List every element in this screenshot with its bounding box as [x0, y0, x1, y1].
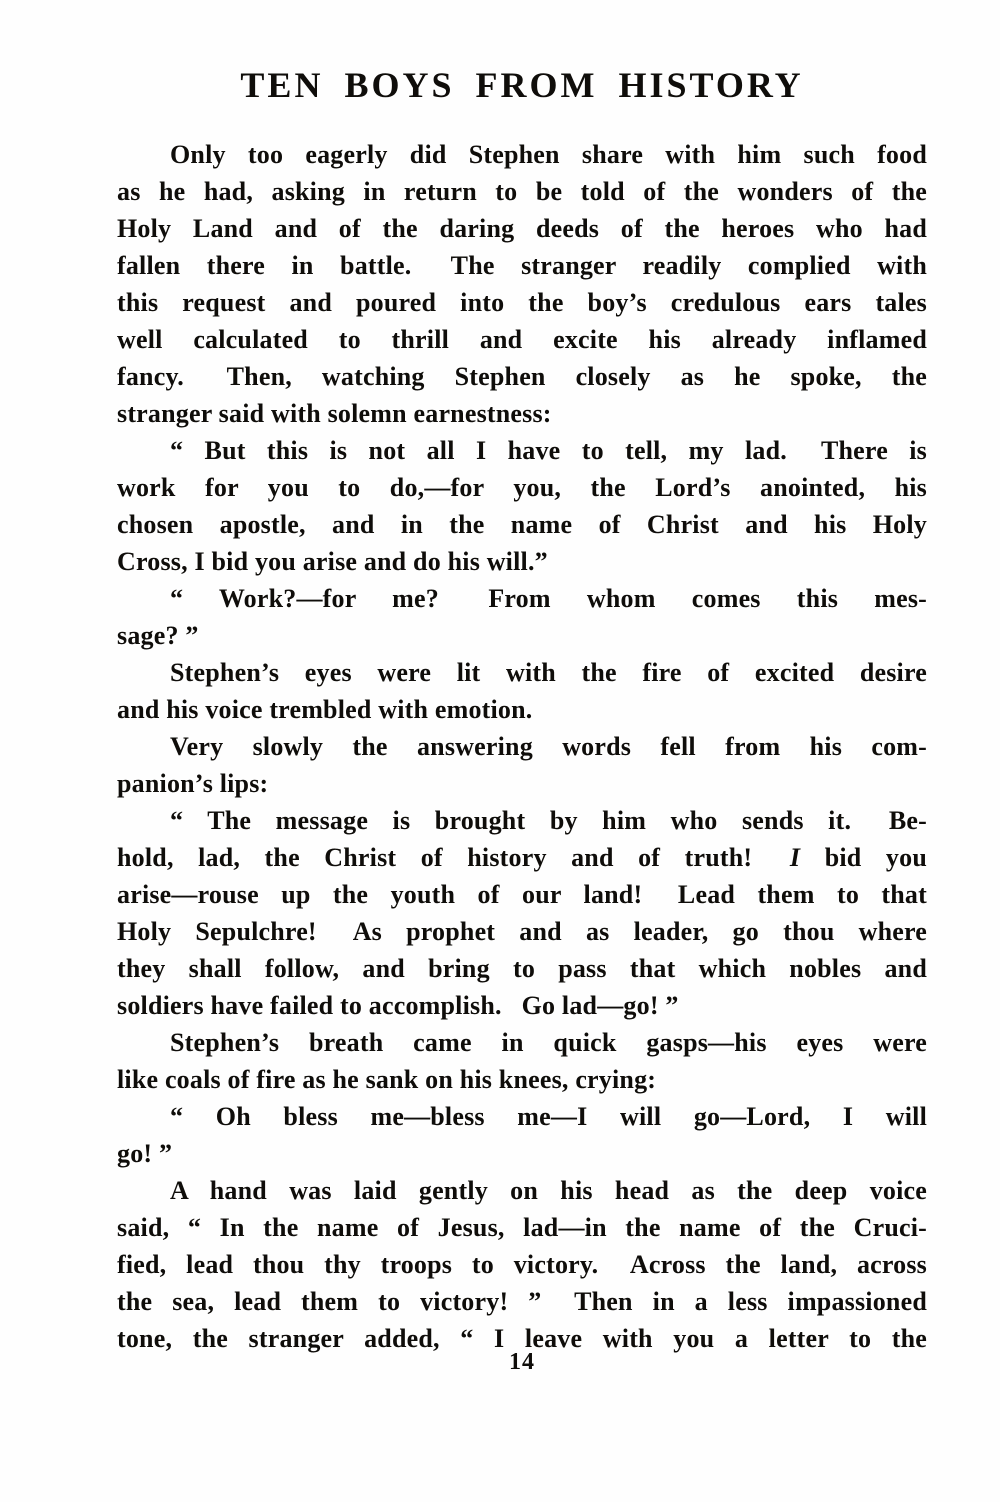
text-line: this request and poured into the boy’s credulous ears tales [117, 288, 927, 317]
paragraph [117, 728, 927, 802]
text-line: soldiers have failed to accomplish. Go lad—go! ” [117, 991, 679, 1020]
page-body [117, 136, 927, 1357]
text-line: “ The message is brought by him who sends it. Be- [170, 806, 927, 835]
text-line: tone, the stranger added, “ I leave with you a letter to the [117, 1324, 927, 1353]
text-line: panion’s lips: [117, 769, 269, 798]
text-line: “ Work?—for me? From whom comes this mes- [170, 584, 927, 613]
emphasized-text: I [789, 843, 801, 872]
paragraph [117, 432, 927, 580]
paragraph [117, 1098, 927, 1172]
text-line: the sea, lead them to victory! ” Then in a less impassioned [117, 1287, 927, 1316]
page-number: 14 [509, 1349, 535, 1375]
text-line: “ But this is not all I have to tell, my lad. There is [170, 436, 927, 465]
text-line: chosen apostle, and in the name of Christ and his Holy [117, 510, 927, 539]
text-line: said, “ In the name of Jesus, lad—in the name of the Cruci- [117, 1213, 927, 1242]
paragraph [117, 1172, 927, 1357]
text-segment: bid you [800, 843, 927, 872]
text-line: A hand was laid gently on his head as the deep voice [170, 1176, 927, 1205]
text-line: Only too eagerly did Stephen share with him such food [170, 140, 927, 169]
text-line: sage? ” [117, 621, 199, 650]
text-line: like coals of fire as he sank on his knees, crying: [117, 1065, 657, 1094]
text-line: go! ” [117, 1139, 173, 1168]
text-segment: hold, lad, the Christ of history and of truth! [117, 843, 790, 872]
text-line [117, 839, 927, 876]
text-line: Very slowly the answering words fell from his com- [170, 732, 927, 761]
paragraph [117, 136, 927, 432]
text-line: Holy Land and of the daring deeds of the heroes who had [117, 214, 927, 243]
paragraph [117, 802, 927, 1024]
text-line: Cross, I bid you arise and do his will.” [117, 547, 548, 576]
paragraph [117, 1024, 927, 1098]
text-line: fied, lead thou thy troops to victory. Across the land, across [117, 1250, 927, 1279]
text-line: as he had, asking in return to be told of the wonders of the [117, 177, 927, 206]
text-line: fancy. Then, watching Stephen closely as he spoke, the [117, 362, 927, 391]
text-line: and his voice trembled with emotion. [117, 695, 533, 724]
paragraph [117, 580, 927, 654]
text-line: they shall follow, and bring to pass that which nobles and [117, 954, 927, 983]
text-line: Stephen’s breath came in quick gasps—his eyes were [170, 1028, 927, 1057]
text-line: stranger said with solemn earnestness: [117, 399, 552, 428]
paragraph [117, 654, 927, 728]
page-header: TEN BOYS FROM HISTORY [240, 65, 804, 105]
text-line: well calculated to thrill and excite his already inflamed [117, 325, 927, 354]
text-line: fallen there in battle. The stranger readily complied with [117, 251, 927, 280]
text-line: work for you to do,—for you, the Lord’s anointed, his [117, 473, 927, 502]
text-line: “ Oh bless me—bless me—I will go—Lord, I will [170, 1102, 927, 1131]
text-line: Stephen’s eyes were lit with the fire of excited desire [170, 658, 927, 687]
text-line: Holy Sepulchre! As prophet and as leader, go thou where [117, 917, 927, 946]
text-line: arise—rouse up the youth of our land! Lead them to that [117, 880, 927, 909]
